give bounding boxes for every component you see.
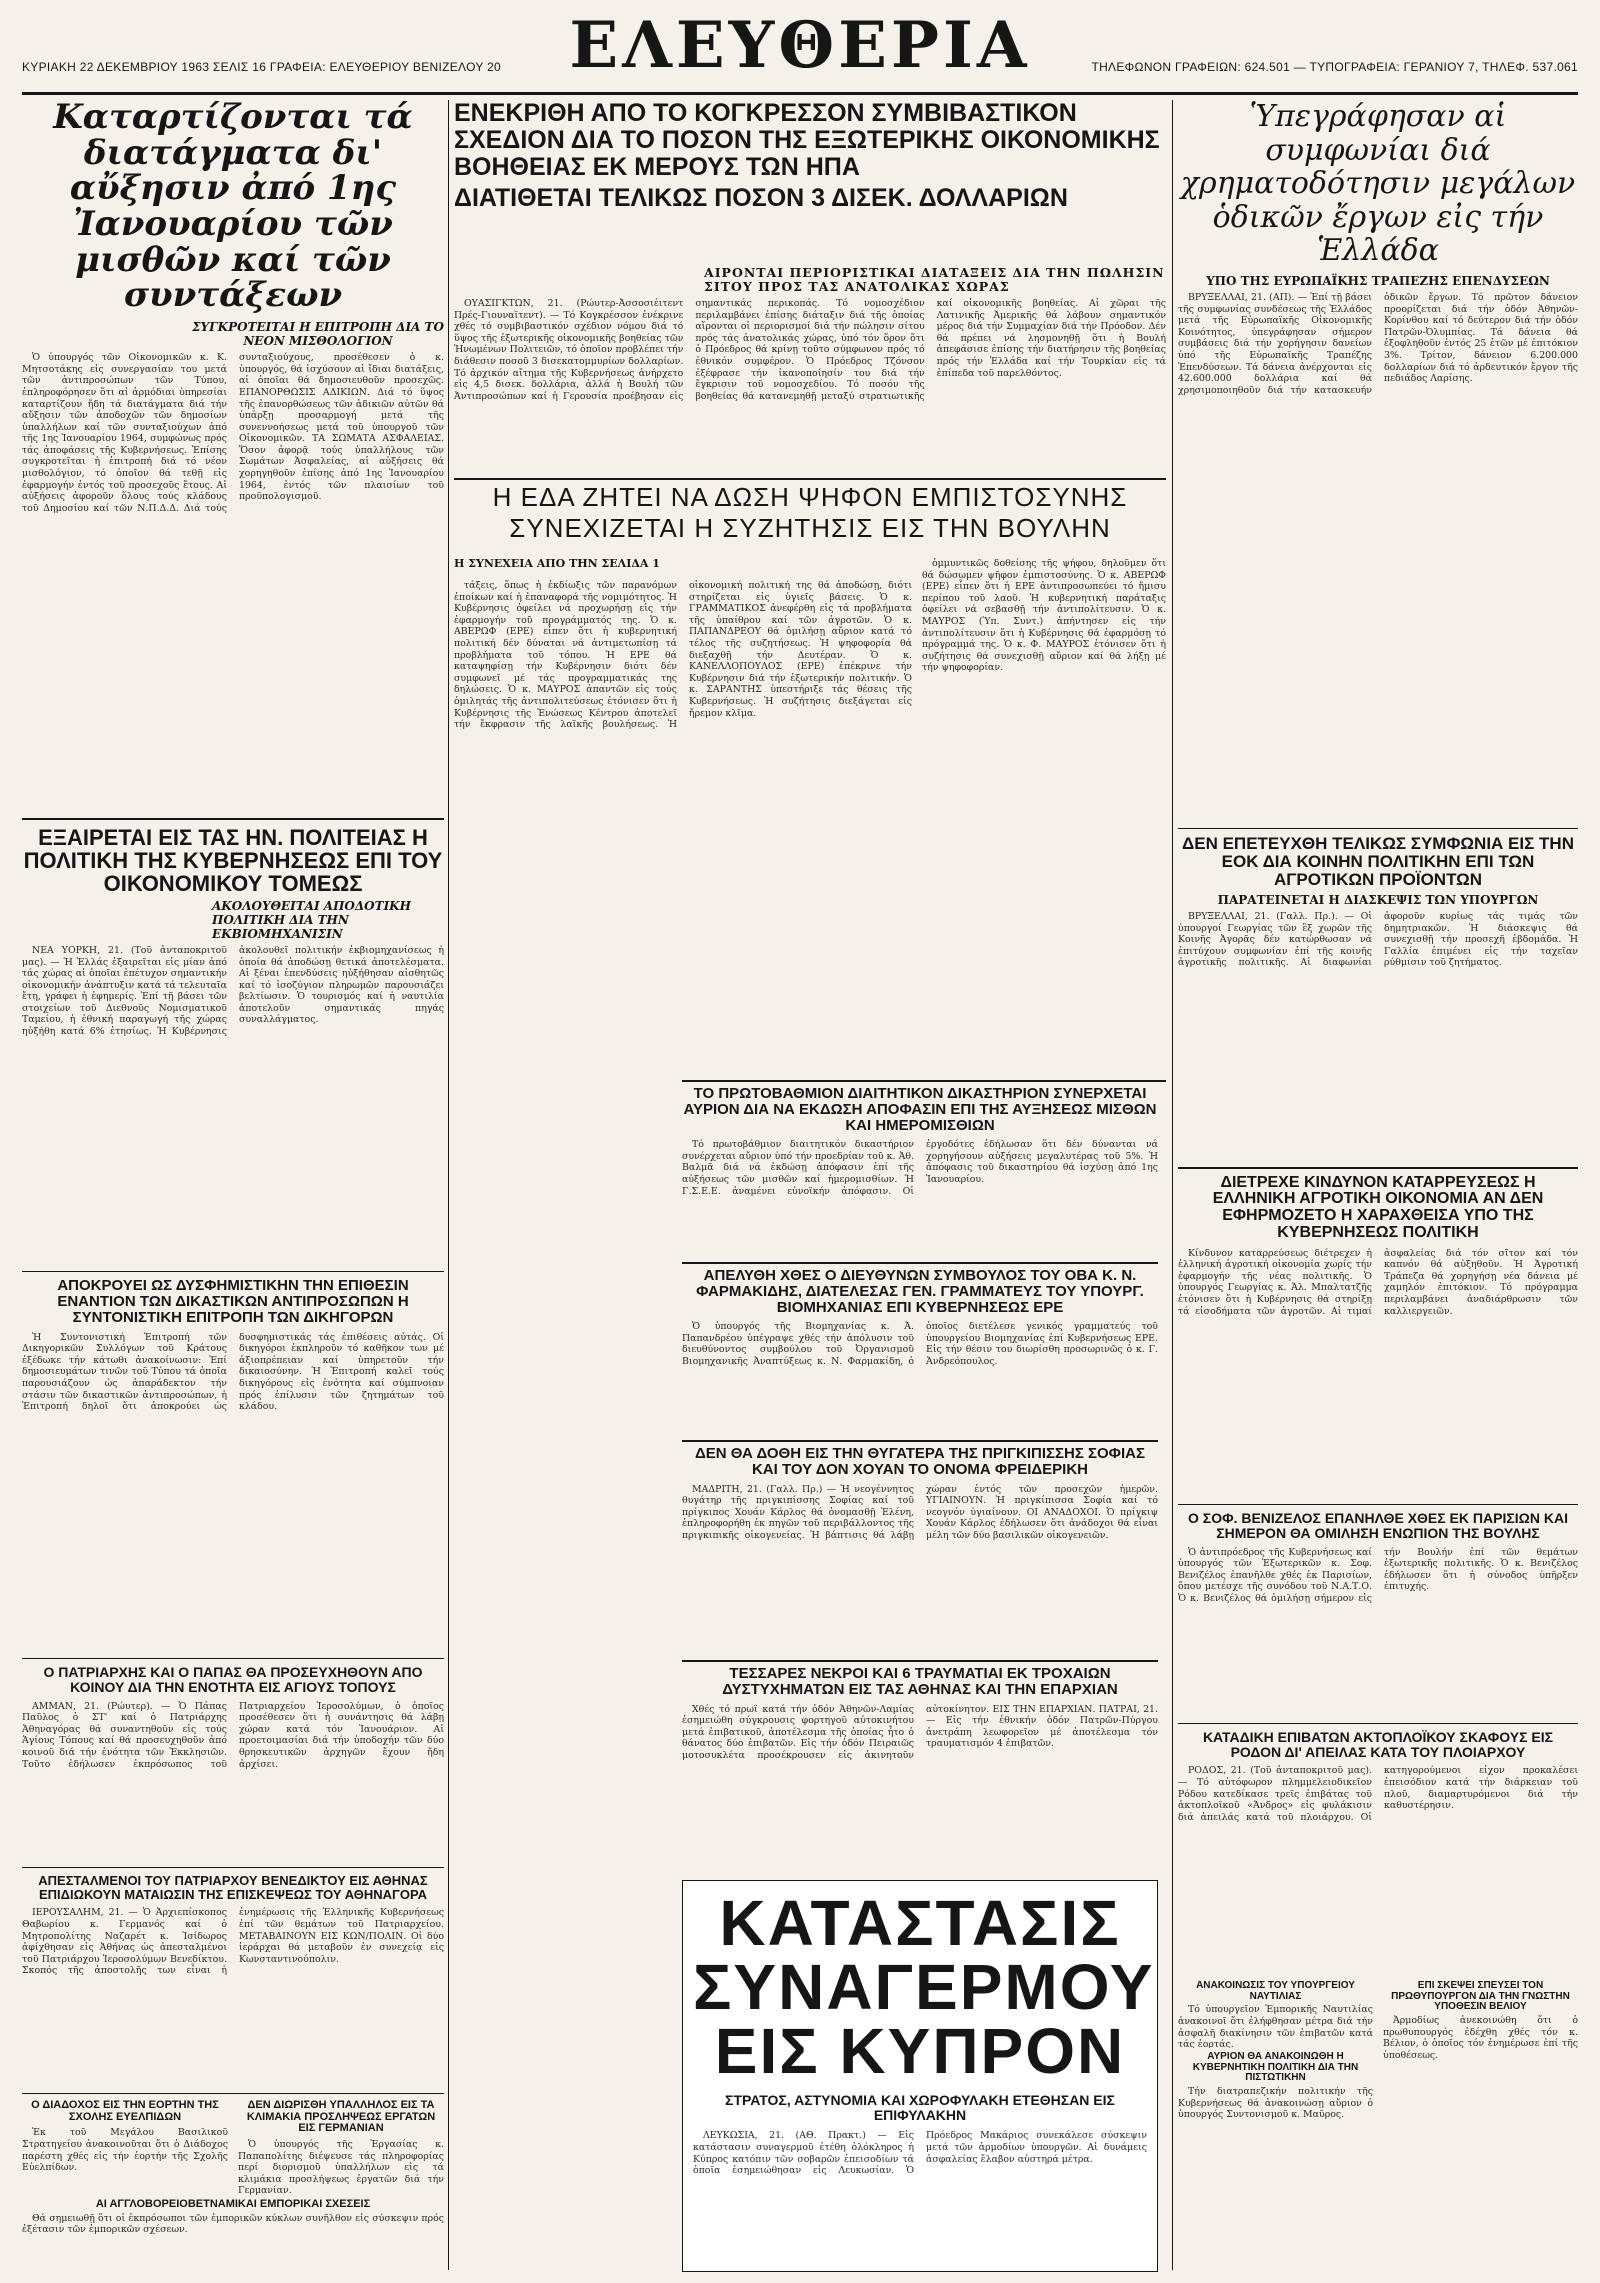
column-divider: [448, 100, 449, 2270]
col5-article-2-text: ΒΡΥΞΕΛΛΑΙ, 21. (Γαλλ. Πρ.). — Οἱ ὑπουργοί Γεωργίας τῶν ἓξ χωρῶν τῆς Κοινῆς Ἀγορᾶς δέν κατώρθωσαν νά ἐπιτύχουν συμφωνίαν ἐπί τῆς κοινῆς ἀγροτικῆς πολιτικῆς. Αἱ διαφωνίαι ἀφοροῦν κυρίως τάς τιμάς τῶν δημητριακῶν. Ἡ διάσκεψις θά συνεχισθῇ τήν προσεχῆ ἑβδομάδα. Ἡ Γαλλία ἐπιμένει εἰς τήν ταχεῖαν ρύθμισιν τοῦ ζητήματος.: [1178, 911, 1578, 969]
column-5: [1178, 100, 1578, 2270]
col5-article-2-subheadline: ΠΑΡΑΤΕΙΝΕΤΑΙ Η ΔΙΑΣΚΕΨΙΣ ΤΩΝ ΥΠΟΥΡΓΩΝ: [1217, 893, 1539, 907]
parliament-headline-block: [454, 484, 1166, 554]
small-items-column: [922, 1086, 1166, 2266]
parliament-subheadline: ΣΥΝΕΧΙΖΕΤΑΙ Η ΣΥΖΗΤΗΣΙΣ ΕΙΣ ΤΗΝ ΒΟΥΛΗΝ: [509, 513, 1111, 544]
parliament-text: τάξεις, ὅπως ἡ ἐκδίωξις τῶν παρανόμων ἐποίκων καί ἡ ἐπαναφορά τῆς νομιμότητος. Ἡ Κυβέρνησις ὀφείλει νά προχωρήσῃ εἰς τήν ἐφαρμογήν τοῦ προγράμματός της. Ὁ κ. ΑΒΕΡΩΦ (ΕΡΕ) εἶπεν ὅτι ἡ κυβερνητική πολιτική δέν δύναται νά ἀντιμετωπίσῃ τά προβλήματα τοῦ τόπου. Ἡ ΕΡΕ θά καταψηφίσῃ τήν Κυβέρνησιν διότι δέν συμφωνεῖ μέ τάς προγραμματικάς της δηλώσεις. Ὁ κ. ΜΑΥΡΟΣ ἀπαντῶν εἰς τούς ὁμιλητάς τῆς ἀντιπολιτεύσεως ἐτόνισεν ὅτι ἡ Κυβέρνησις τῆς Ἑνώσεως Κέντρου ἀποτελεῖ τήν ἔκφρασιν τῆς λαϊκῆς βουλήσεως. Ἡ οἰκονομική πολιτική της θά ἀποδώσῃ, διότι στηρίζεται εἰς ὑγιεῖς βάσεις. Ὁ κ. ΓΡΑΜΜΑΤΙΚΟΣ ἀνεφέρθη εἰς τά προβλήματα τῆς ὑπαίθρου καί τῶν ἀγροτῶν. Ὁ κ. ΠΑΠΑΝΔΡΕΟΥ θά ὁμιλήσῃ αὔριον κατά τό τέλος τῆς συζητήσεως. Ἡ ψηφοφορία θά διεξαχθῇ τήν Δευτέραν. Ὁ κ. ΚΑΝΕΛΛΟΠΟΥΛΟΣ (ΕΡΕ) ἐπέκρινε τήν Κυβέρνησιν διά τήν ἐξωτερικήν πολιτικήν. Ὁ κ. ΣΑΡΑΝΤΗΣ ὑπεστήριξε τάς θέσεις τῆς Κυβερνήσεως. Ἡ συζήτησις διεξάγεται εἰς ἤρεμον κλῖμα.: [454, 580, 912, 731]
col5-article-3-body: [1178, 1248, 1578, 1498]
masthead-date-line: ΚΥΡΙΑΚΗ 22 ΔΕΚΕΜΒΡΙΟΥ 1963 ΣΕΛΙΣ 16 ΓΡΑΦΕΙΑ: ΕΛΕΥΘΕΡΙΟΥ ΒΕΝΙΖΕΛΟΥ 20: [22, 60, 502, 74]
column-1: [22, 97, 444, 2270]
col5-article-6-body: [1178, 2004, 1373, 2048]
parliament-body-col3: [922, 558, 1166, 1078]
accidents-headline: ΤΕΣΣΑΡΕΣ ΝΕΚΡΟΙ ΚΑΙ 6 ΤΡΑΥΜΑΤΙΑΙ ΕΚ ΤΡΟΧΑΙΩΝ ΔΥΣΤΥΧΗΜΑΤΩΝ ΕΙΣ ΤΑΣ ΑΘΗΝΑΣ ΚΑΙ ΤΗΝ ΕΠΑΡΧΙΑΝ: [722, 1665, 1118, 1698]
article-2-body: [22, 945, 444, 1265]
article-8-text: Θά σημειωθῇ ὅτι οἱ ἐκπρόσωποι τῶν ἐμπορικῶν κύκλων συνῆλθον εἰς σύσκεψιν πρός ἐξέτασιν τῶν ἐμπορικῶν σχέσεων.: [22, 2212, 444, 2236]
col5-article-8-body: [1178, 2086, 1373, 2126]
arbitration-text: Τό πρωτοβάθμιον διαιτητικόν δικαστήριον συνέρχεται αὔριον ὑπό τήν προεδρίαν τοῦ κ. Ἀθ. Βαλμᾶ διά νά ἐκδώσῃ ἀπόφασιν ἐπί τῆς αὐξήσεως τῶν μισθῶν καί ἡμερομισθίων. Ἡ Γ.Σ.Ε.Ε. ἀναμένει εὐνοϊκήν ἀπόφασιν. Οἱ ἐργοδότες ἐδήλωσαν ὅτι δέν δύνανται νά χορηγήσουν αὐξήσεις μεγαλυτέρας τοῦ 5%. Ἡ ἀπόφασις τοῦ δικαστηρίου θά ἰσχύσῃ ἀπό 1ης Ἰανουαρίου.: [682, 1139, 1158, 1197]
article-3-headline: ΑΠΟΚΡΟΥΕΙ ΩΣ ΔΥΣΦΗΜΙΣΤΙΚΗΝ ΤΗΝ ΕΠΙΘΕΣΙΝ ΕΝΑΝΤΙΟΝ ΤΩΝ ΔΙΚΑΣΤΙΚΩΝ ΑΝΤΙΠΡΟΣΩΠΩΝ Η ΣΥΝΤΟΝΙΣΤΙΚΗ ΕΠΙΤΡΟΠΗ ΤΩΝ ΔΙΚΗΓΟΡΩΝ: [57, 1277, 409, 1326]
cyprus-headline: ΚΑΤΑΣΤΑΣΙΣ ΣΥΝΑΓΕΡΜΟΥ ΕΙΣ ΚΥΠΡΟΝ: [693, 1887, 1155, 2087]
article-2-subheadline: ΑΚΟΛΟΥΘΕΙΤΑΙ ΑΠΟΔΟΤΙΚΗ ΠΟΛΙΤΙΚΗ ΔΙΑ ΤΗΝ ΕΚΒΙΟΜΗΧΑΝΙΣΙΝ: [212, 898, 411, 941]
col5-article-4-body: [1178, 1547, 1578, 1717]
cyprus-subheadline: ΣΤΡΑΤΟΣ, ΑΣΤΥΝΟΜΙΑ ΚΑΙ ΧΩΡΟΦΥΛΑΚΗ ΕΤΕΘΗΣΑΝ ΕΙΣ ΕΠΙΦΥΛΑΚΗΝ: [725, 2092, 1115, 2123]
article-7-text: Ὁ ὑπουργός τῆς Ἐργασίας κ. Παπαπολίτης διέψευσε τάς πληροφορίας περί διορισμοῦ ὑπαλλήλων εἰς τά κλιμάκια προσλήψεως ἐργατῶν διά τήν Γερμανίαν.: [238, 2138, 444, 2195]
article-1-subheadline: ΣΥΓΚΡΟΤΕΙΤΑΙ Η ΕΠΙΤΡΟΠΗ ΔΙΑ ΤΟ ΝΕΟΝ ΜΙΣΘΟΛΟΓΙΟΝ: [192, 320, 444, 349]
masthead-phones-line: ΤΗΛΕΦΩΝΟΝ ΓΡΑΦΕΙΩΝ: 624.501 — ΤΥΠΟΓΡΑΦΕΙΑ: ΓΕΡΑΝΙΟΥ 7, ΤΗΛΕΦ. 537.061: [1091, 60, 1578, 74]
col5-article-5-headline: ΚΑΤΑΔΙΚΗ ΕΠΙΒΑΤΩΝ ΑΚΤΟΠΛΟΪΚΟΥ ΣΚΑΦΟΥΣ ΕΙΣ ΡΟΔΟΝ ΔΙ' ΑΠΕΙΛΑΣ ΚΑΤΑ ΤΟΥ ΠΛΟΙΑΡΧΟΥ: [1202, 1729, 1554, 1760]
col5-article-8-headline: ΑΥΡΙΟΝ ΘΑ ΑΝΑΚΟΙΝΩΘΗ Η ΚΥΒΕΡΝΗΤΙΚΗ ΠΟΛΙΤΙΚΗ ΔΙΑ ΤΗΝ ΠΙΣΤΩΤΙΚΗΝ: [1192, 2051, 1359, 2084]
article-3-text: Ἡ Συντονιστική Ἐπιτροπή τῶν Δικηγορικῶν Συλλόγων τοῦ Κράτους ἐξέδωκε τήν κάτωθι ἀνακοίνωσιν: Ἐπί δημοσιευμάτων τινῶν τοῦ Τύπου τά ὁποῖα παρουσιάζουν ὡς ἀπαράδεκτον τήν στάσιν τῶν δικαστικῶν ἀντιπροσώπων, ἡ Ἐπιτροπή δηλοῖ ὅτι ἀποκρούει ὡς δυσφημιστικάς τάς ἐπιθέσεις αὐτάς. Οἱ δικηγόροι ἐκπληροῦν τό καθῆκον των μέ ἀξιοπρέπειαν καί ὑπηρετοῦν τήν δικαιοσύνην. Ἡ Ἐπιτροπή καλεῖ τούς δικηγόρους εἰς ἑνότητα καί σύμπνοιαν πρός ἐπίλυσιν τῶν ζητημάτων τοῦ κλάδου.: [22, 1331, 444, 1413]
article-2-headline: ΕΞΑΙΡΕΤΑΙ ΕΙΣ ΤΑΣ ΗΝ. ΠΟΛΙΤΕΙΑΣ Η ΠΟΛΙΤΙΚΗ ΤΗΣ ΚΥΒΕΡΝΗΣΕΩΣ ΕΠΙ ΤΟΥ ΟΙΚΟΝΟΜΙΚΟΥ ΤΟΜΕΩΣ: [23, 824, 443, 896]
article-3-body: [22, 1332, 444, 1652]
article-6-headline: Ο ΔΙΑΔΟΧΟΣ ΕΙΣ ΤΗΝ ΕΟΡΤΗΝ ΤΗΣ ΣΧΟΛΗΣ ΕΥΕΛΠΙΔΩΝ: [31, 2099, 219, 2123]
princess-text: ΜΑΔΡΙΤΗ, 21. (Γαλλ. Πρ.) — Ἡ νεογέννητος θυγάτηρ τῆς πριγκιπίσσης Σοφίας καί τοῦ πρίγκιπος Χουάν Κάρλος θά ὀνομασθῇ Ἑλένη, ἐπληροφορήθη ἐκ πηγῶν τοῦ περιβάλλοντος τῆς πριγκιπικῆς οἰκογενείας. Ἡ βάπτισις θά λάβῃ χώραν ἐντός τῶν προσεχῶν ἡμερῶν. ΥΓΙΑΙΝΟΥΝ. Ἡ πριγκίπισσα Σοφία καί τό νεογνόν ὑγιαίνουν. ΟΙ ΑΝΑΔΟΧΟΙ. Ὁ πρίγκιψ Χουάν Κάρλος ἐδήλωσεν ὅτι ἀνάδοχοι θά εἶναι μέλη τῶν δύο βασιλικῶν οἰκογενειῶν.: [682, 1483, 1158, 1541]
article-1-headline: Καταρτίζονται τά διατάγματα δι' αὔξησιν ἀπό 1ης Ἰανουαρίου τῶν μισθῶν καί τῶν συντάξεων: [53, 97, 413, 316]
col5-article-4-headline: Ο ΣΟΦ. ΒΕΝΙΖΕΛΟΣ ΕΠΑΝΗΛΘΕ ΧΘΕΣ ΕΚ ΠΑΡΙΣΙΩΝ ΚΑΙ ΣΗΜΕΡΟΝ ΘΑ ΟΜΙΛΗΣΗ ΕΝΩΠΙΟΝ ΤΗΣ ΒΟΥΛΗΣ: [1188, 1510, 1568, 1541]
article-8-body: [22, 2213, 444, 2253]
col5-article-1-body: [1178, 292, 1578, 822]
article-1-text: Ὁ ὑπουργός τῶν Οἰκονομικῶν κ. Κ. Μητσοτάκης εἰς συνεργασίαν του μετά τῶν ἀντιπροσώπων τῶν Τύπου, ἐπληροφόρησεν ὅτι αἱ ἁρμόδιαι ὑπηρεσίαι καταρτίζουν ἤδη τά διατάγματα διά τήν αὔξησιν τῶν ἀποδοχῶν τῶν δημοσίων ὑπαλλήλων καί τῶν συνταξιούχων ἀπό τῆς 1ης Ἰανουαρίου 1964, συμφώνως πρός τάς ἀποφάσεις τῆς Κυβερνήσεως. Ἐπίσης συγκροτεῖται ἡ ἐπιτροπή διά τό νέον μισθολόγιον, τό ὁποῖον θά τεθῇ εἰς ἐφαρμογήν ἐντός τοῦ προσεχοῦς ἔτους. Αἱ αὐξήσεις ἀφοροῦν ὅλους τούς κλάδους τοῦ Δημοσίου καί τῶν Ν.Π.Δ.Δ. Διά τούς συνταξιούχους, προσέθεσεν ὁ κ. ὑπουργός, θά ἰσχύσουν αἱ ἴδιαι διατάξεις, αἱ ὁποῖαι θά δημοσιευθοῦν προσεχῶς. ΕΠΑΝΟΡΘΩΣΙΣ ΑΔΙΚΙΩΝ. Διά τό ὕψος τῆς ἐπανορθώσεως τῶν ἀδικιῶν αὐτῶν θά ὑπάρξῃ προσαρμογή μετά τῆς συνεννοήσεως μετά τοῦ ὑπουργοῦ τῶν Οἰκονομικῶν. ΤΑ ΣΩΜΑΤΑ ΑΣΦΑΛΕΙΑΣ. Ὅσον ἀφορᾷ τούς ὑπαλλήλους τῶν Σωμάτων Ἀσφαλείας, αἱ αὐξήσεις θά χορηγηθοῦν ἐπίσης ἀπό 1ης Ἰανουαρίου 1964, ἐντός τῶν πλαισίων τοῦ προϋπολογισμοῦ.: [22, 352, 444, 514]
parliament-text-col3: ὀμμυντικῶς δοθείσης τῆς ψήφου, δηλοῦμεν ὅτι θά δώσωμεν ψῆφον ἐμπιστοσύνης. Ὁ κ. ΑΒΕΡΩΦ (ΕΡΕ) εἶπεν ὅτι ἡ ΕΡΕ ἀντιπροσωπεύει τό ἥμισυ περίπου τοῦ λαοῦ. Ἡ κυβερνητική παράταξις ὀφείλει νά σεβασθῇ τήν ἀντιπολίτευσιν. Ὁ κ. ΜΑΥΡΟΣ (Ὑπ. Συντ.) ἀπήντησεν εἰς τήν ἀντιπολίτευσιν ὅτι ἡ Κυβέρνησις θά ἐφαρμόσῃ τό πρόγραμμά της. Ὁ κ. Φ. ΜΑΥΡΟΣ ἐτόνισεν ὅτι ἡ συζήτησις θά συνεχισθῇ αὔριον καί θά λήξῃ μέ τήν ψηφοφορίαν.: [922, 558, 1166, 674]
col5-article-2-body: [1178, 911, 1578, 1161]
article-5-headline: ΑΠΕΣΤΑΛΜΕΝΟΙ ΤΟΥ ΠΑΤΡΙΑΡΧΟΥ ΒΕΝΕΔΙΚΤΟΥ ΕΙΣ ΑΘΗΝΑΣ ΕΠΙΔΙΩΚΟΥΝ ΜΑΤΑΙΩΣΙΝ ΤΗΣ ΕΠΙΣΚΕΨΕΩΣ ΤΟΥ ΑΘΗΝΑΓΟΡΑ: [38, 1873, 428, 1902]
masthead: [22, 4, 1578, 96]
col5-article-5-body: [1178, 1765, 1578, 1975]
lead-body: [454, 298, 1166, 474]
article-7-headline: ΔΕΝ ΔΙΩΡΙΣΘΗ ΥΠΑΛΛΗΛΟΣ ΕΙΣ ΤΑ ΚΛΙΜΑΚΙΑ ΠΡΟΣΛΗΨΕΩΣ ΕΡΓΑΤΩΝ ΕΙΣ ΓΕΡΜΑΝΙΑΝ: [246, 2099, 436, 2135]
masthead-rule: [22, 92, 1578, 95]
article-1-body: [22, 352, 444, 812]
col5-article-1-headline: Ὑπεγράφησαν αἱ συμφωνίαι διά χρηματοδότησιν μεγάλων ὁδικῶν ἔργων εἰς τήν Ἑλλάδα: [1180, 99, 1576, 269]
col5-article-6-text: Τό ὑπουργεῖον Ἐμπορικῆς Ναυτιλίας ἀνακοινοῖ ὅτι ἐλήφθησαν μέτρα διά τήν ἀσφαλῆ διακίνησιν τῶν ἐπιβατῶν κατά τάς ἑορτάς.: [1178, 2004, 1373, 2049]
lead-story: [454, 100, 1166, 260]
col5-article-3-headline: ΔΙΕΤΡΕΧΕ ΚΙΝΔΥΝΟΝ ΚΑΤΑΡΡΕΥΣΕΩΣ Η ΕΛΛΗΝΙΚΗ ΑΓΡΟΤΙΚΗ ΟΙΚΟΝΟΜΙΑ ΑΝ ΔΕΝ ΕΦΗΡΜΟΖΕΤΟ Η ΧΑΡΑΧΘΕΙΣΑ ΥΠΟ ΤΗΣ ΚΥΒΕΡΝΗΣΕΩΣ ΠΟΛΙΤΙΚΗ: [1212, 1173, 1544, 1241]
col5-article-5-text: ΡΟΔΟΣ, 21. (Τοῦ ἀνταποκριτοῦ μας). — Τό αὐτόφωρον πλημμελειοδικεῖον Ρόδου κατεδίκασε τρεῖς ἐπιβάτας τοῦ ἀκτοπλοϊκοῦ «Ἀνδρος» εἰς φυλάκισιν διά ἀπειλάς κατά τοῦ πλοιάρχου. Οἱ κατηγορούμενοι εἶχον προκαλέσει ἐπεισόδιον κατά τήν διάρκειαν τοῦ πλοῦ, διαμαρτυρόμενοι διά τήν καθυστέρησιν.: [1178, 1765, 1578, 1823]
dismissal-headline: ΑΠΕΛΥΘΗ ΧΘΕΣ Ο ΔΙΕΥΘΥΝΩΝ ΣΥΜΒΟΥΛΟΣ ΤΟΥ ΟΒΑ Κ. Ν. ΦΑΡΜΑΚΙΔΗΣ, ΔΙΑΤΕΛΕΣΑΣ ΓΕΝ. ΓΡΑΜΜΑΤΕΥΣ ΤΟΥ ΥΠΟΥΡΓ. ΒΙΟΜΗΧΑΝΙΑΣ ΕΠΙ ΚΥΒΕΡΝΗΣΕΩΣ ΕΡΕ: [696, 1267, 1144, 1316]
col5-article-3-text: Κίνδυνον καταρρεύσεως διέτρεχεν ἡ ἑλληνική ἀγροτική οἰκονομία χωρίς τήν ἐφαρμογήν τῆς νέας πολιτικῆς. Ὁ ὑπουργός Γεωργίας κ. Ἀλ. Μπαλτατζῆς ἐτόνισεν ὅτι ἡ Κυβέρνησις θά στηρίξῃ τά εἰσοδήματα τῶν ἀγροτῶν. Αἱ τιμαί ἀσφαλείας διά τόν σῖτον καί τόν καπνόν θά αὐξηθοῦν. Ἡ Ἀγροτική Τράπεζα θά χορηγήσῃ νέα δάνεια μέ χαμηλόν ἐπιτόκιον. Τό πρόγραμμα περιλαμβάνει ἀναδιάρθρωσιν τῶν καλλιεργειῶν.: [1178, 1247, 1578, 1317]
article-6-text: Ἐκ τοῦ Μεγάλου Βασιλικοῦ Στρατηγείου ἀνακοινοῦται ὅτι ὁ Διάδοχος παρέστη χθές εἰς τήν ἑορτήν τῆς Σχολῆς Εὐελπίδων.: [22, 2127, 228, 2174]
col5-article-8-text: Τήν διατραπεζικήν πολιτικήν τῆς Κυβερνήσεως θά ἀνακοινώσῃ αὔριον ὁ ὑπουργός Συντονισμοῦ κ. Μαῦρος.: [1178, 2085, 1373, 2121]
article-4-body: [22, 1701, 444, 1861]
article-2-text: ΝΕΑ ΥΟΡΚΗ, 21. (Τοῦ ἀνταποκριτοῦ μας). — Ἡ Ἑλλάς ἐξαιρεῖται εἰς μίαν ἀπό τάς χώρας αἱ ὁποῖαι ἐπέτυχον σημαντικήν οἰκονομικήν ἀνάπτυξιν κατά τά τελευταῖα ἔτη, γράφει ἡ ἐφημερίς. Ἐπί τῇ βάσει τῶν στοιχείων τοῦ Διεθνοῦς Νομισματικοῦ Ταμείου, ἡ ἐθνική παραγωγή τῆς χώρας ηὐξήθη κατά 6% ἐτησίως. Ἡ Κυβέρνησις ἀκολουθεῖ πολιτικήν ἐκβιομηχανίσεως ἡ ὁποία θά ἀποδώσῃ θετικά ἀποτελέσματα. Αἱ ξέναι ἐπενδύσεις ηὐξήθησαν αἰσθητῶς καί τό ἰσοζύγιον πληρωμῶν παρουσιάζει βελτίωσιν. Ὁ τουρισμός καί ἡ ναυτιλία ἀποτελοῦν σημαντικάς πηγάς συναλλάγματος.: [22, 944, 444, 1038]
col5-article-1-text: ΒΡΥΞΕΛΛΑΙ, 21. (ΑΠ). — Ἐπί τῇ βάσει τῆς συμφωνίας συνδέσεως τῆς Ἑλλάδος μετά τῆς Εὐρωπαϊκῆς Οἰκονομικῆς Κοινότητος, ὑπεγράφησαν σήμερον συμβάσεις διά τήν χορήγησιν δανείων ὑπό τῆς Εὐρωπαϊκῆς Τραπέζης Ἐπενδύσεων. Τά δάνεια ἀνέρχονται εἰς 42.600.000 δολλάρια καί θά χρησιμοποιηθοῦν διά τήν κατασκευήν ὁδικῶν ἔργων. Τό πρῶτον δάνειον προορίζεται διά τήν ὁδόν Ἀθηνῶν-Κορίνθου καί τό δεύτερον διά τήν ὁδόν Πατρῶν-Ὀλυμπίας. Τά δάνεια θά ἐξοφληθοῦν ἐντός 25 ἐτῶν μέ ἐπιτόκιον 3%. Τρίτον, δάνειον 6.200.000 δολλαρίων διά τό ἀρδευτικόν ἔργον τῆς πεδιάδος Λαρίσης.: [1178, 291, 1578, 396]
article-8-headline: ΑΙ ΑΓΓΛΟΒΟΡΕΙΟΒΕΤΝΑΜΙΚΑΙ ΕΜΠΟΡΙΚΑΙ ΣΧΕΣΕΙΣ: [95, 2197, 371, 2210]
col5-article-7-body: [1383, 2015, 1578, 2105]
lead-text: ΟΥΑΣΙΓΚΤΩΝ, 21. (Ρώυτερ-Ἀσσοσιέιτεντ Πρές-Γιουναϊτεντ). — Τό Κογκρέσσον ἐνέκρινε χθές τό συμβιβαστικόν σχέδιον νόμου διά τό ὕψος τῆς ἐξωτερικῆς οἰκονομικῆς βοηθείας τῶν Ἡνωμένων Πολιτειῶν, τό ὁποῖον προβλέπει τήν διάθεσιν ποσοῦ 3 δισεκατομμυρίων δολλαρίων. Τό ἀρχικόν αἴτημα τῆς Κυβερνήσεως ἀνήρχετο εἰς 4,5 δισεκ. δολλάρια, ἀλλά ἡ Βουλή τῶν Ἀντιπροσώπων καί ἡ Γερουσία προέβησαν εἰς σημαντικάς περικοπάς. Τό νομοσχέδιον περιλαμβάνει ἐπίσης διάταξιν διά τῆς ὁποίας αἴρονται οἱ περιορισμοί διά τήν πώλησιν σίτου πρός τάς ἀνατολικάς χώρας, ὑπό τόν ὅρον ὅτι ὁ Πρόεδρος θά κρίνῃ τοῦτο σύμφωνον πρός τό ἐθνικόν συμφέρον. Ὁ Πρόεδρος Τζόνσον ἐξέφρασε τήν ἱκανοποίησίν του διά τήν ἔγκρισιν τοῦ νομοσχεδίου. Τό ποσόν τῆς βοηθείας θά κατανεμηθῇ μεταξύ στρατιωτικῆς καί οἰκονομικῆς βοηθείας. Αἱ χῶραι τῆς Λατινικῆς Ἀμερικῆς θά λάβουν σημαντικόν μέρος διά τήν Συμμαχίαν διά τήν Πρόοδον. Δέν θά πρέπει νά λησμονηθῇ ὅτι ἡ Βουλή ἀπεφάσισε ἐπίσης τήν διατήρησιν τῆς βοηθείας πρός τήν Ἑλλάδα καί τήν Τουρκίαν εἰς τά ἐπίπεδα τοῦ παρελθόντος.: [454, 298, 1166, 402]
arbitration-headline: ΤΟ ΠΡΩΤΟΒΑΘΜΙΟΝ ΔΙΑΙΤΗΤΙΚΟΝ ΔΙΚΑΣΤΗΡΙΟΝ ΣΥΝΕΡΧΕΤΑΙ ΑΥΡΙΟΝ ΔΙΑ ΝΑ ΕΚΔΩΣΗ ΑΠΟΦΑΣΙΝ ΕΠΙ ΤΗΣ ΑΥΞΗΣΕΩΣ ΜΙΣΘΩΝ ΚΑΙ ΗΜΕΡΟΜΙΣΘΙΩΝ: [683, 1085, 1157, 1134]
col5-article-7-headline: ΕΠΙ ΣΚΕΨΕΙ ΣΠΕΥΣΕΙ ΤΟΝ ΠΡΩΘΥΠΟΥΡΓΟΝ ΔΙΑ ΤΗΝ ΓΝΩΣΤΗΝ ΥΠΟΘΕΣΙΝ ΒΕΛΙΟΥ: [1391, 1980, 1570, 2013]
article-7-body: [238, 2139, 444, 2195]
lead-kicker: [454, 266, 1166, 294]
lead-subheadline: ΔΙΑΤΙΘΕΤΑΙ ΤΕΛΙΚΩΣ ΠΟΣΟΝ 3 ΔΙΣΕΚ. ΔΟΛΛΑΡΙΩΝ: [454, 184, 1068, 212]
col5-article-6-headline: ΑΝΑΚΟΙΝΩΣΙΣ ΤΟΥ ΥΠΟΥΡΓΕΙΟΥ ΝΑΥΤΙΛΙΑΣ: [1196, 1980, 1355, 2002]
col5-article-4-text: Ὁ ἀντιπρόεδρος τῆς Κυβερνήσεως καί ὑπουργός τῶν Ἐξωτερικῶν κ. Σοφ. Βενιζέλος ἐπανῆλθε χθές ἐκ Παρισίων, ὅπου μετέσχε τῆς συνόδου τοῦ Ν.Α.Τ.Ο. Ὁ κ. Βενιζέλος θά ὁμιλήσῃ σήμερον εἰς τήν Βουλήν ἐπί τῶν θεμάτων ἐξωτερικῆς πολιτικῆς. Ὁ κ. Βενιζέλος ἐδήλωσεν ὅτι ἡ σύνοδος ὑπῆρξεν ἐπιτυχής.: [1178, 1546, 1578, 1604]
lead-kicker-text: ΑΙΡΟΝΤΑΙ ΠΕΡΙΟΡΙΣΤΙΚΑΙ ΔΙΑΤΑΞΕΙΣ ΔΙΑ ΤΗΝ ΠΩΛΗΣΙΝ ΣΙΤΟΥ ΠΡΟΣ ΤΑΣ ΑΝΑΤΟΛΙΚΑΣ ΧΩΡΑΣ: [704, 265, 1165, 294]
article-5-body: [22, 1907, 444, 2087]
masthead-title: ΕΛΕΥΘΕΡΙΑ: [569, 8, 1031, 83]
col5-article-1-subheadline: ΥΠΟ ΤΗΣ ΕΥΡΩΠΑΪΚΗΣ ΤΡΑΠΕΖΗΣ ΕΠΕΝΔΥΣΕΩΝ: [1206, 273, 1550, 288]
accidents-text: Χθές τό πρωΐ κατά τήν ὁδόν Ἀθηνῶν-Λαμίας ἐσημειώθη σύγκρουσις φορτηγοῦ αὐτοκινήτου μετά ἐπιβατικοῦ, ἀποτέλεσμα τῆς ὁποίας ἦτο ὁ θάνατος δύο ἐπιβατῶν. Εἰς τήν ὁδόν Πειραιῶς μοτοσυκλέτα προσέκρουσεν εἰς ἀκινητοῦν αὐτοκίνητον. ΕΙΣ ΤΗΝ ΕΠΑΡΧΙΑΝ. ΠΑΤΡΑΙ, 21. — Εἰς τήν ἐθνικήν ὁδόν Πατρῶν-Πύργου ἀνετράπη λεωφορεῖον μέ ἀποτέλεσμα τόν τραυματισμόν 4 ἐπιβατῶν.: [682, 1703, 1158, 1761]
col5-article-7-text: Ἀρμοδίως ἀνεκοινώθη ὅτι ὁ πρωθυπουργός ἐδέχθη χθές τόν κ. Βέλιον, ὁ ὁποῖος τόν ἐνημέρωσε ἐπί τῆς ὑποθέσεως.: [1383, 2014, 1578, 2061]
col5-article-2-headline: ΔΕΝ ΕΠΕΤΕΥΧΘΗ ΤΕΛΙΚΩΣ ΣΥΜΦΩΝΙΑ ΕΙΣ ΤΗΝ ΕΟΚ ΔΙΑ ΚΟΙΝΗΝ ΠΟΛΙΤΙΚΗΝ ΕΠΙ ΤΩΝ ΑΓΡΟΤΙΚΩΝ ΠΡΟΪΟΝΤΩΝ: [1182, 834, 1574, 890]
dismissal-text: Ὁ ὑπουργός τῆς Βιομηχανίας κ. Ἀ. Παπανδρέου ὑπέγραψε χθές τήν ἀπόλυσιν τοῦ διευθύνοντος συμβούλου τοῦ Ὀργανισμοῦ Βιομηχανικῆς Ἀναπτύξεως κ. Ν. Φαρμακίδη, ὁ ὁποῖος διετέλεσε γενικός γραμματεύς τοῦ ὑπουργείου Βιομηχανίας ἐπί Κυβερνήσεως ΕΡΕ. Εἰς τήν θέσιν του διωρίσθη προσωρινῶς ὁ κ. Γ. Ἀνδρεόπουλος.: [682, 1321, 1158, 1368]
article-4-text: ΑΜΜΑΝ, 21. (Ρώυτερ). — Ὁ Πάπας Παῦλος ὁ ΣΤ' καί ὁ Πατριάρχης Ἀθηναγόρας θά συναντηθοῦν εἰς τούς Ἁγίους Τόπους καί θά προσευχηθοῦν ἀπό κοινοῦ διά τήν ἑνότητα τῶν Ἐκκλησιῶν. Τοῦτο ἐδήλωσεν ἐκπρόσωπος τοῦ Πατριαρχείου Ἱεροσολύμων, ὁ ὁποῖος προσέθεσεν ὅτι ἡ συνάντησις θά λάβῃ χώραν κατά τόν Ἰανουάριον. Αἱ προετοιμασίαι διά τήν ὑποδοχήν τῶν δύο θρησκευτικῶν ἀρχηγῶν ἔχουν ἤδη ἀρχίσει.: [22, 1700, 444, 1770]
article-6-body: [22, 2127, 228, 2183]
lead-headline: ΕΝΕΚΡΙΘΗ ΑΠΟ ΤΟ ΚΟΓΚΡΕΣΣΟΝ ΣΥΜΒΙΒΑΣΤΙΚΟΝ ΣΧΕΔΙΟΝ ΔΙΑ ΤΟ ΠΟΣΟΝ ΤΗΣ ΕΞΩΤΕΡΙΚΗΣ ΟΙΚΟΝΟΜΙΚΗΣ ΒΟΗΘΕΙΑΣ ΕΚ ΜΕΡΟΥΣ ΤΩΝ ΗΠΑ: [454, 99, 1160, 181]
princess-headline: ΔΕΝ ΘΑ ΔΟΘΗ ΕΙΣ ΤΗΝ ΘΥΓΑΤΕΡΑ ΤΗΣ ΠΡΙΓΚΙΠΙΣΣΗΣ ΣΟΦΙΑΣ ΚΑΙ ΤΟΥ ΔΟΝ ΧΟΥΑΝ ΤΟ ΟΝΟΜΑ ΦΡΕΙΔΕΡΙΚΗ: [695, 1445, 1145, 1478]
parliament-continued-label: Η ΣΥΝΕΧΕΙΑ ΑΠΟ ΤΗΝ ΣΕΛΙΔΑ 1: [454, 557, 660, 570]
parliament-headline: Η ΕΔΑ ΖΗΤΕΙ ΝΑ ΔΩΣΗ ΨΗΦΟΝ ΕΜΠΙΣΤΟΣΥΝΗΣ: [492, 482, 1128, 512]
article-5-text: ΙΕΡΟΥΣΑΛΗΜ, 21. — Ὁ Ἀρχιεπίσκοπος Θαβωρίου κ. Γερμανός καί ὁ Μητροπολίτης Ναζαρέτ κ. Ἰσίδωρος ἀφίχθησαν εἰς Ἀθήνας ὡς ἀπεσταλμένοι τοῦ Πατριάρχου Ἱεροσολύμων Βενεδίκτου. Σκοπός τῆς ἀποστολῆς των εἶναι ἡ ἐνημέρωσις τῆς Ἑλληνικῆς Κυβερνήσεως ἐπί τῶν θεμάτων τοῦ Πατριαρχείου. ΜΕΤΑΒΑΙΝΟΥΝ ΕΙΣ ΚΩΝ/ΠΟΛΙΝ. Οἱ δύο ἱεράρχαι θά μεταβοῦν ἐν συνεχείᾳ εἰς Κωνσταντινούπολιν.: [22, 1907, 444, 1977]
article-4-headline: Ο ΠΑΤΡΙΑΡΧΗΣ ΚΑΙ Ο ΠΑΠΑΣ ΘΑ ΠΡΟΣΕΥΧΗΘΟΥΝ ΑΠΟ ΚΟΙΝΟΥ ΔΙΑ ΤΗΝ ΕΝΟΤΗΤΑ ΕΙΣ ΑΓΙΟΥΣ ΤΟΠΟΥΣ: [43, 1664, 423, 1695]
column-divider-right: [1172, 100, 1173, 2270]
cyprus-text: ΛΕΥΚΩΣΙΑ, 21. (ΑΘ. Πρακτ.) — Εἰς κατάστασιν συναγερμοῦ ἐτέθη ὁλόκληρος ἡ Κύπρος κατόπιν τῶν σοβαρῶν ἐπεισοδίων τά ὁποῖα ἐσημειώθησαν εἰς Λευκωσίαν. Ὁ Πρόεδρος Μακάριος συνεκάλεσε σύσκεψιν μετά τῶν ἀρμοδίων ὑπουργῶν. Αἱ δυνάμεις ἀσφαλείας ἔλαβον αὐστηρά μέτρα.: [693, 2130, 1147, 2177]
parliament-continued: [454, 558, 674, 570]
